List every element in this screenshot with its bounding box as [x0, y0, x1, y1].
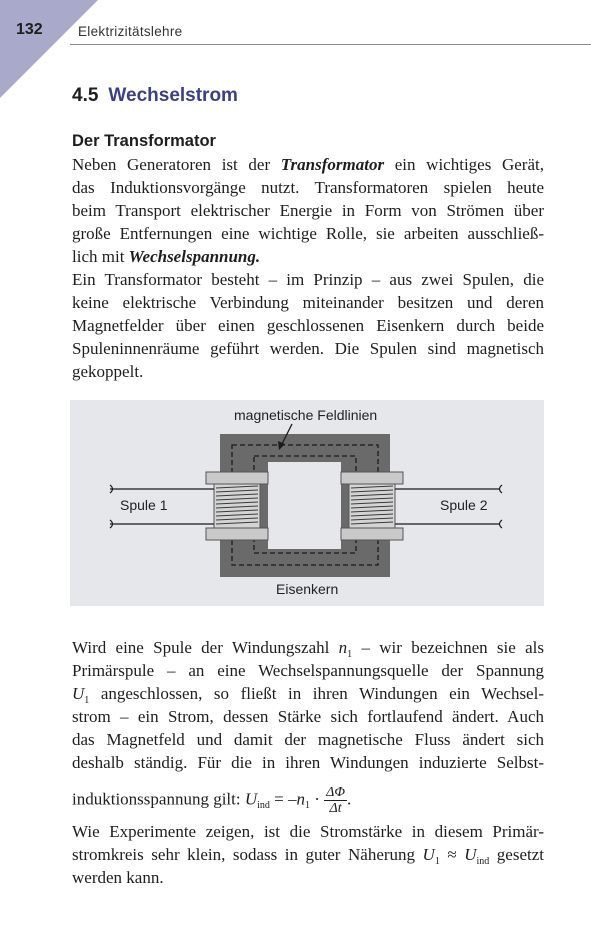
- coil1-flange-bottom: [206, 528, 268, 540]
- label-core: Eisenkern: [276, 581, 339, 597]
- text-line: Wird eine Spule der Windungszahl $n_1$ – wir bezeichnen sie als: [72, 638, 544, 659]
- text-line: gekoppelt.: [72, 362, 144, 381]
- coil1-flange-top: [206, 472, 268, 484]
- text-line: keine elektrische Verbindung miteinander besitzen und deren: [72, 293, 544, 312]
- section-number: 4.5: [72, 85, 99, 106]
- text-line: stromkreis sehr klein, sodass in guter Näherung $U_1 \approx U_{ind}$ gesetzt: [72, 845, 544, 866]
- text-line: Primärspule – an eine Wechselspannungsquelle der Spannung: [72, 661, 544, 680]
- header-rule: [70, 44, 591, 45]
- paragraph-4: [72, 820, 544, 889]
- text-line: Neben Generatoren ist der Transformator ein wichtiges Gerät,: [72, 155, 544, 174]
- text-line: strom – ein Strom, dessen Stärke sich fortlaufend ändert. Auch: [72, 707, 544, 726]
- text-line: Wie Experimente zeigen, ist die Stromstärke in diesem Primär-: [72, 822, 544, 841]
- section-heading: [72, 85, 238, 107]
- coil2-flange-top: [341, 472, 403, 484]
- formula: induktionsspannung gilt: $U_{ind} = -n_1$ · $\frac{\Delta\Phi}{\Delta t}$ .: [72, 785, 352, 816]
- section-title: Wechselstrom: [108, 85, 238, 106]
- corner-tab: [0, 0, 98, 98]
- text-line: Magnetfelder über einen geschlossenen Eisenkern durch beide: [72, 316, 544, 335]
- transformer-figure: [70, 400, 544, 606]
- label-field-lines: magnetische Feldlinien: [234, 407, 378, 423]
- text-line: das Magnetfeld und damit der magnetische Fluss ändert sich: [72, 730, 544, 749]
- text-line: große Entfernungen eine wichtige Rolle, sie arbeiten ausschließ-: [72, 224, 544, 243]
- term-wechselspannung: Wechselspannung.: [128, 247, 261, 266]
- text-line: lich mit Wechselspannung.: [72, 247, 261, 266]
- page-number: 132: [16, 21, 43, 38]
- fraction: $\frac{\Delta\Phi}{\Delta t}$: [326, 785, 346, 816]
- text-line: Spuleninnenräume geführt werden. Die Spulen sind magnetisch: [72, 339, 544, 358]
- running-head: Elektrizitätslehre: [78, 24, 183, 39]
- formula-line: [72, 785, 544, 815]
- text-line: $U_1$ angeschlossen, so fließt in ihren Windungen ein Wechsel-: [72, 684, 544, 705]
- paragraph-2: [72, 268, 544, 383]
- text-line: deshalb ständig. Für die in ihren Windungen induzierte Selbst-: [72, 753, 544, 772]
- paragraph-3: [72, 636, 544, 774]
- term-transformator: Transformator: [280, 155, 385, 174]
- text-line: beim Transport elektrischer Energie in Form von Strömen über: [72, 201, 544, 220]
- paragraph-1: [72, 153, 544, 268]
- subheading: Der Transformator: [72, 132, 216, 150]
- text-line: Ein Transformator besteht – im Prinzip – aus zwei Spulen, die: [72, 270, 544, 289]
- coil2-flange-bottom: [341, 528, 403, 540]
- label-coil-2: Spule 2: [440, 497, 488, 513]
- text-line: das Induktionsvorgänge nutzt. Transformatoren spielen heute: [72, 178, 544, 197]
- text-line: werden kann.: [72, 868, 164, 887]
- label-coil-1: Spule 1: [120, 497, 168, 513]
